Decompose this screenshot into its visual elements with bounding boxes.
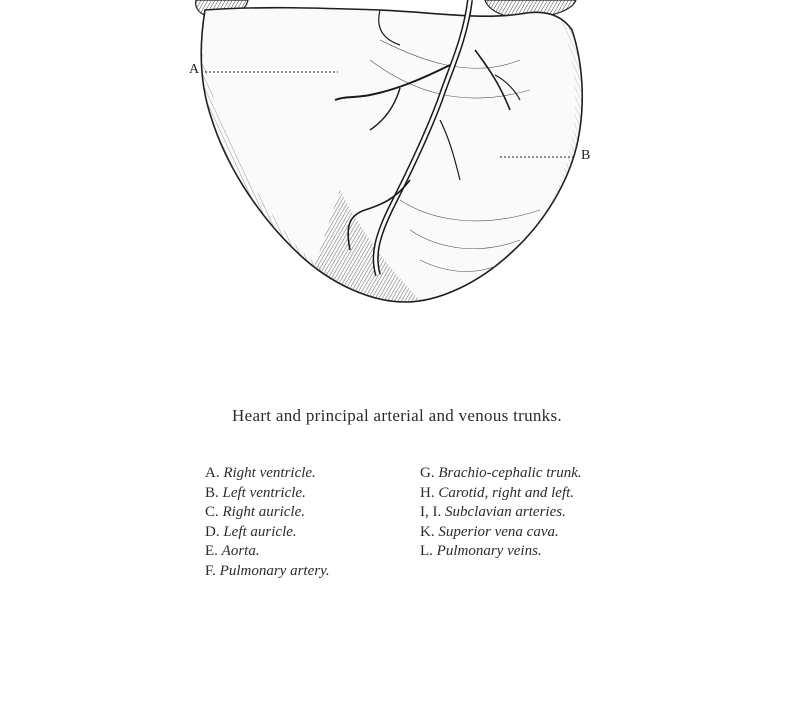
legend-key: E. [205, 543, 218, 560]
legend-desc: Left auricle. [223, 523, 297, 540]
callout-label-b: B [581, 148, 591, 163]
legend-key: D. [205, 523, 220, 540]
figure-caption: Heart and principal arterial and venous trunks. [232, 406, 562, 425]
legend-desc: Carotid, right and left. [438, 484, 575, 501]
legend-desc: Pulmonary veins. [436, 543, 542, 560]
legend-item [205, 562, 330, 582]
legend-desc: Brachio-cephalic trunk. [438, 465, 582, 481]
legend-key: B. [205, 484, 219, 501]
legend-item [205, 523, 330, 543]
legend-key: L. [420, 543, 433, 560]
legend-key: G. [420, 465, 435, 481]
legend-item [420, 523, 582, 543]
legend-item [420, 542, 582, 562]
legend-column-left [205, 464, 330, 582]
heart-illustration [0, 0, 794, 310]
legend-item [205, 464, 330, 484]
legend-item [420, 484, 582, 504]
legend-desc: Right auricle. [222, 504, 306, 521]
legend-item [205, 542, 330, 562]
legend-desc: Aorta. [221, 543, 260, 560]
legend-item [420, 503, 582, 523]
legend-key: A. [205, 465, 220, 481]
legend-desc: Left ventricle. [222, 484, 306, 501]
legend-desc: Right ventricle. [223, 465, 316, 481]
legend-key: C. [205, 504, 219, 521]
legend-key: K. [420, 523, 435, 540]
legend-column-right [420, 464, 582, 562]
legend-key: F. [205, 562, 216, 579]
legend-key: I, I. [420, 504, 442, 521]
heart-body [201, 8, 582, 302]
callout-label-a: A [189, 62, 200, 77]
legend-desc: Superior vena cava. [438, 523, 559, 540]
legend-desc: Pulmonary artery. [219, 562, 330, 579]
legend-item [205, 484, 330, 504]
legend-key: H. [420, 484, 435, 501]
legend-desc: Subclavian arteries. [445, 504, 566, 521]
legend-item [420, 464, 582, 484]
legend-item [205, 503, 330, 523]
